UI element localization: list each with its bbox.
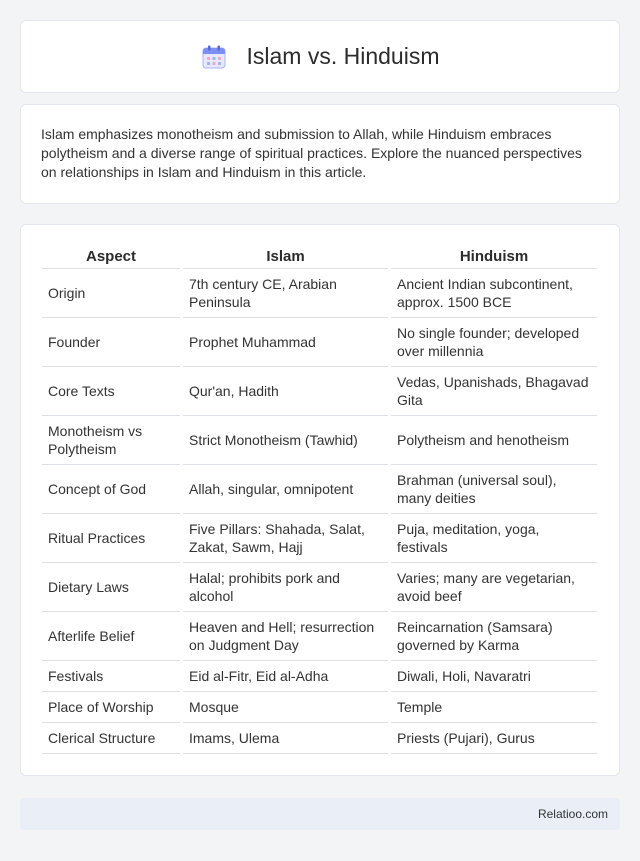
hinduism-cell: Reincarnation (Samsara) governed by Karma (391, 612, 597, 661)
hinduism-cell: Puja, meditation, yoga, festivals (391, 514, 597, 563)
title-card (20, 20, 620, 93)
islam-cell: Eid al-Fitr, Eid al-Adha (183, 661, 388, 692)
islam-cell: Allah, singular, omnipotent (183, 465, 388, 514)
islam-cell: 7th century CE, Arabian Peninsula (183, 269, 388, 318)
table-row (42, 723, 597, 754)
aspect-cell: Concept of God (42, 465, 180, 514)
hinduism-cell: Ancient Indian subcontinent, approx. 1500 BCE (391, 269, 597, 318)
islam-cell: Halal; prohibits pork and alcohol (183, 563, 388, 612)
table-row (42, 318, 597, 367)
islam-cell: Strict Monotheism (Tawhid) (183, 416, 388, 465)
table-row (42, 612, 597, 661)
hinduism-cell: Varies; many are vegetarian, avoid beef (391, 563, 597, 612)
table-row (42, 269, 597, 318)
aspect-cell: Festivals (42, 661, 180, 692)
aspect-cell: Afterlife Belief (42, 612, 180, 661)
islam-cell: Imams, Ulema (183, 723, 388, 754)
table-row (42, 514, 597, 563)
hinduism-cell: No single founder; developed over millennia (391, 318, 597, 367)
table-row (42, 416, 597, 465)
table-row (42, 563, 597, 612)
islam-cell: Prophet Muhammad (183, 318, 388, 367)
table-row (42, 465, 597, 514)
islam-cell: Qur'an, Hadith (183, 367, 388, 416)
intro-text: Islam emphasizes monotheism and submission to Allah, while Hinduism embraces polytheism and a diverse range of spiritual practices. Explore the nuanced perspectives on relationships in Islam and Hinduism in this article. (41, 126, 582, 180)
aspect-cell: Dietary Laws (42, 563, 180, 612)
aspect-cell: Monotheism vs Polytheism (42, 416, 180, 465)
header-hinduism: Hinduism (391, 243, 597, 269)
comparison-table (39, 243, 600, 754)
hinduism-cell: Diwali, Holi, Navaratri (391, 661, 597, 692)
footer (20, 798, 620, 830)
aspect-cell: Ritual Practices (42, 514, 180, 563)
aspect-cell: Origin (42, 269, 180, 318)
aspect-cell: Place of Worship (42, 692, 180, 723)
aspect-cell: Founder (42, 318, 180, 367)
table-row (42, 661, 597, 692)
hinduism-cell: Brahman (universal soul), many deities (391, 465, 597, 514)
comparison-card (20, 224, 620, 776)
hinduism-cell: Polytheism and henotheism (391, 416, 597, 465)
header-aspect: Aspect (42, 243, 180, 269)
table-header-row (42, 243, 597, 269)
hinduism-cell: Priests (Pujari), Gurus (391, 723, 597, 754)
islam-cell: Mosque (183, 692, 388, 723)
islam-cell: Five Pillars: Shahada, Salat, Zakat, Sawm, Hajj (183, 514, 388, 563)
footer-brand[interactable]: Relatioo.com (537, 807, 608, 821)
hinduism-cell: Temple (391, 692, 597, 723)
calendar-icon (201, 44, 227, 70)
aspect-cell: Core Texts (42, 367, 180, 416)
page-title: Islam vs. Hinduism (246, 43, 440, 69)
table-row (42, 367, 597, 416)
intro-card (20, 104, 620, 204)
aspect-cell: Clerical Structure (42, 723, 180, 754)
table-row (42, 692, 597, 723)
islam-cell: Heaven and Hell; resurrection on Judgment Day (183, 612, 388, 661)
hinduism-cell: Vedas, Upanishads, Bhagavad Gita (391, 367, 597, 416)
header-islam: Islam (183, 243, 388, 269)
